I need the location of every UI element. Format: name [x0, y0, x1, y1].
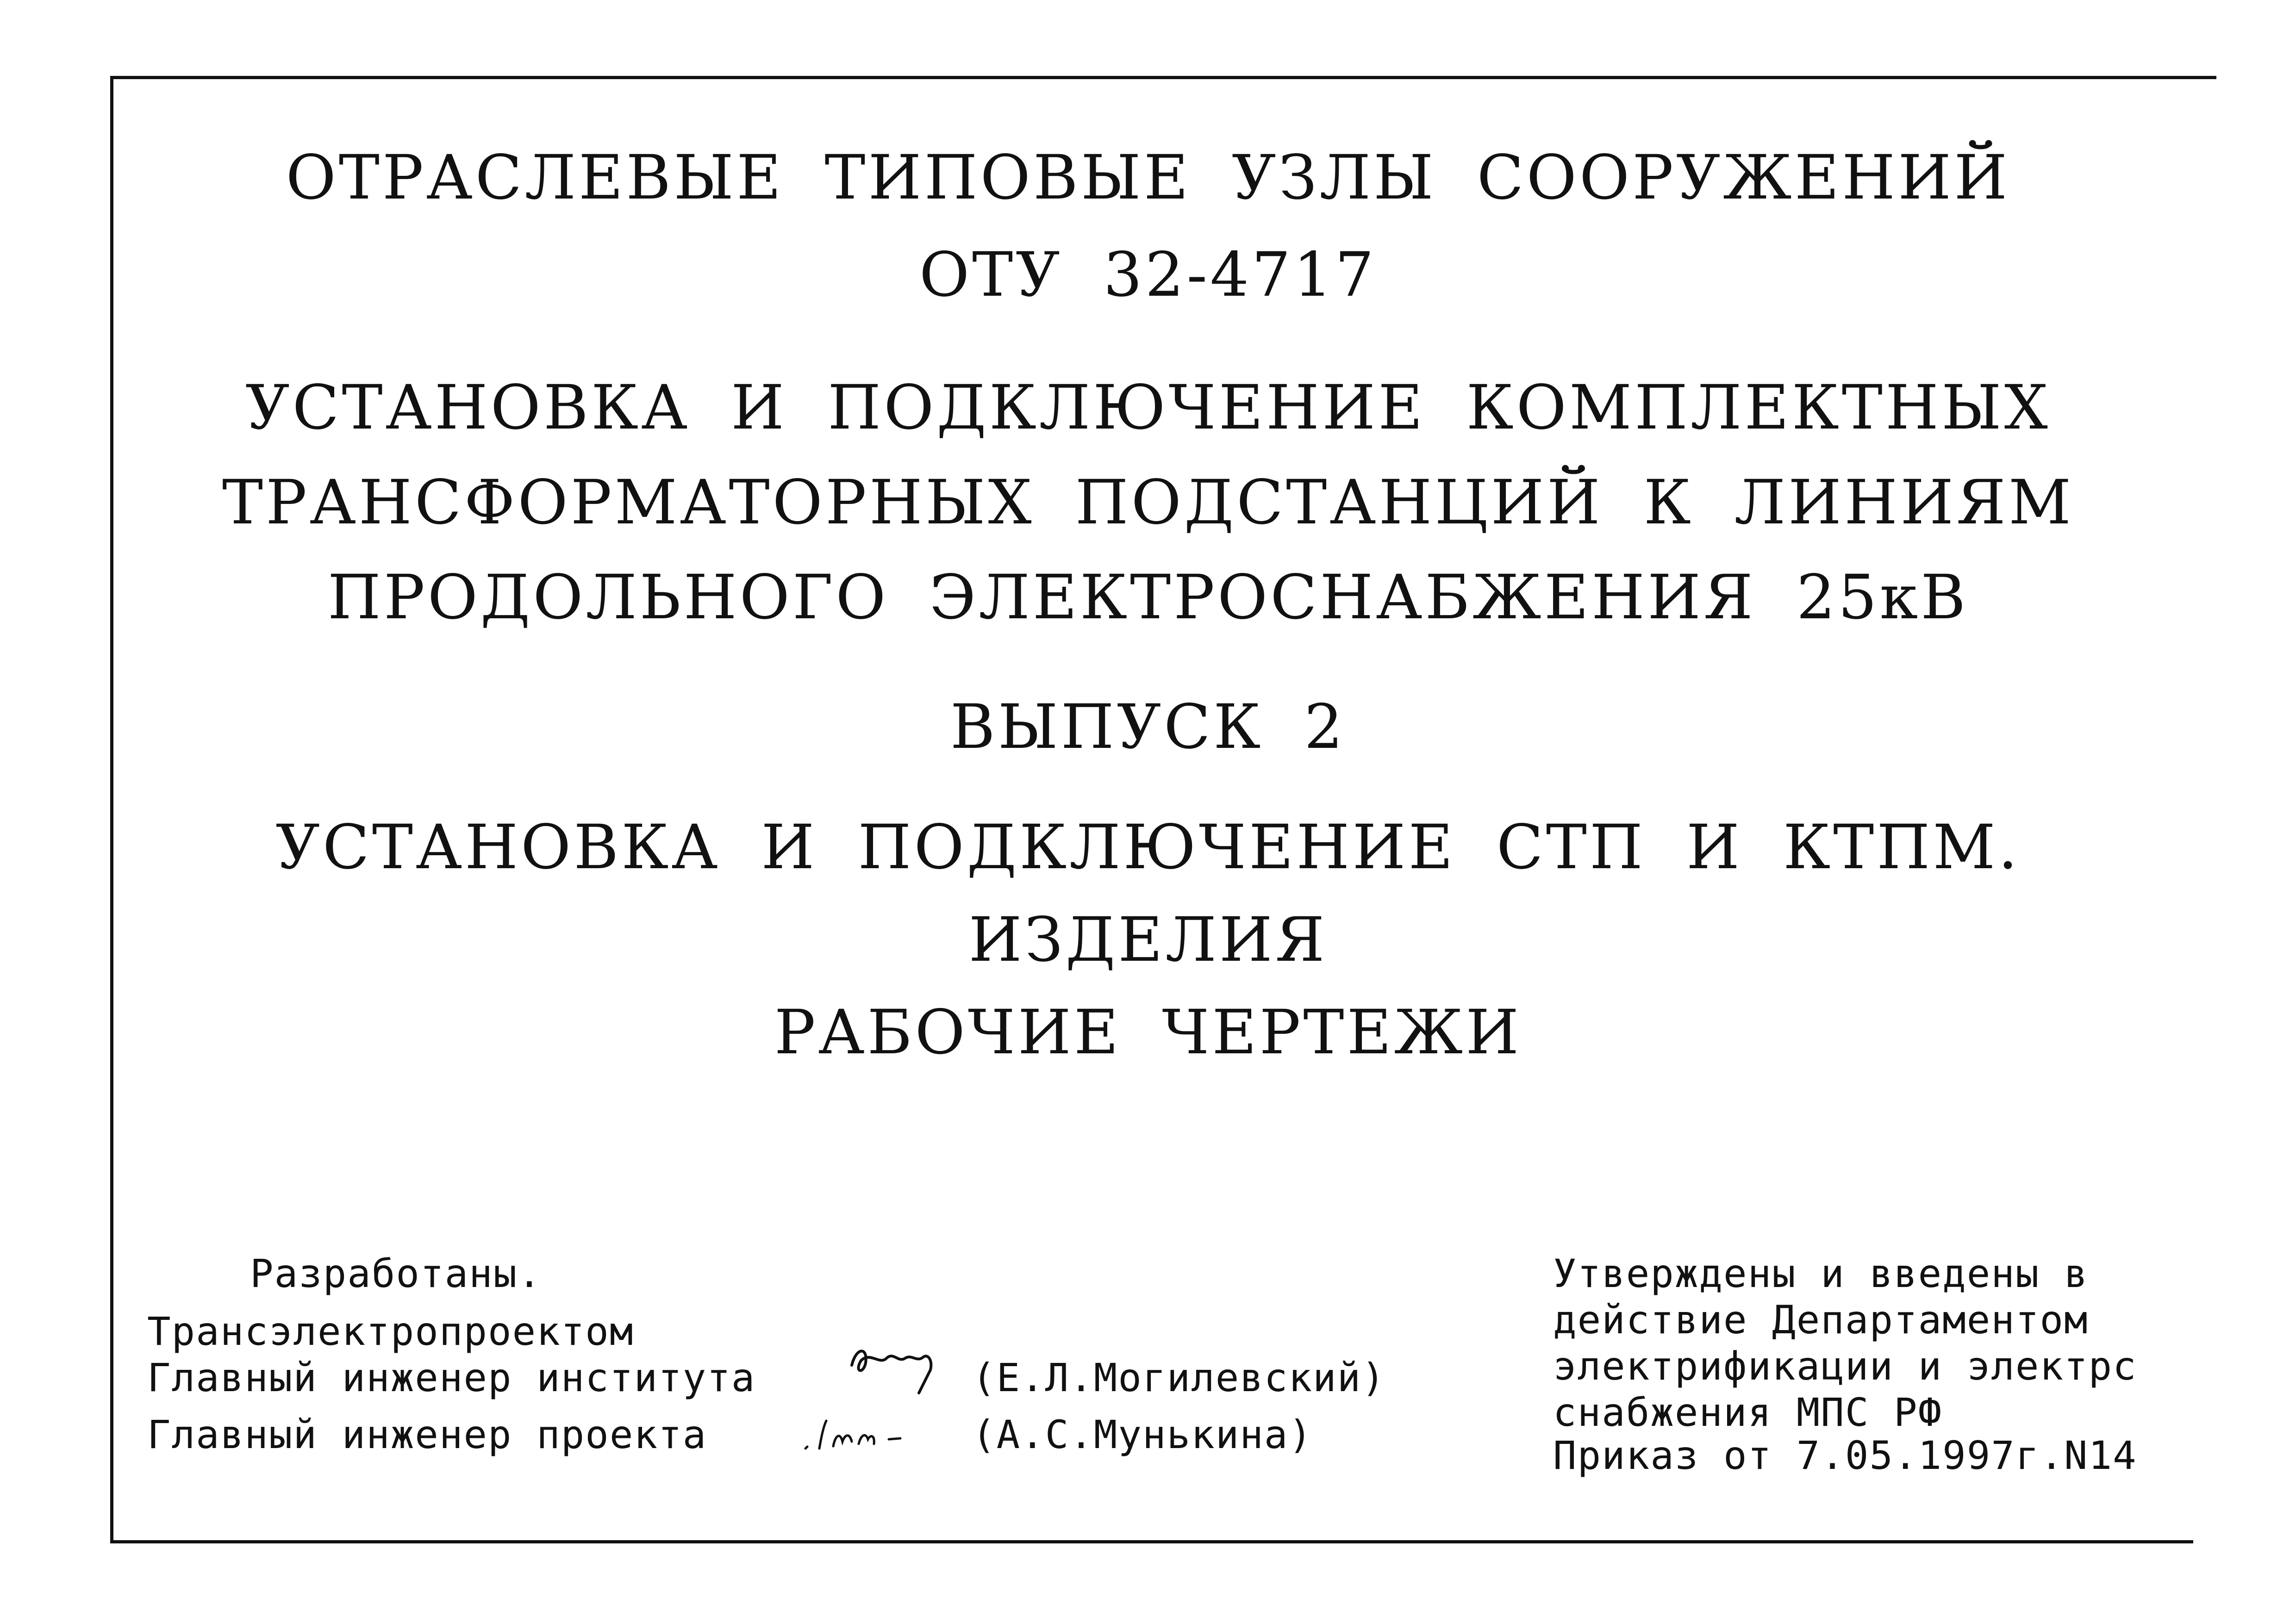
main-title-line-1: УСТАНОВКА И ПОДКЛЮЧЕНИЕ КОМПЛЕКТНЫХ	[245, 372, 2051, 443]
chief-institute-name: (Е.Л.Могилевский)	[972, 1355, 1386, 1400]
approved-line-2: действие Департаментом	[1553, 1297, 2089, 1343]
developed-heading: Разработаны.	[250, 1251, 542, 1296]
institute-signature	[842, 1337, 944, 1407]
frame-bottom-border	[110, 1540, 2193, 1543]
document-code: ОТУ 32-4717	[919, 239, 1377, 311]
subtitle-line-3: РАБОЧИЕ ЧЕРТЕЖИ	[774, 997, 1522, 1068]
approved-line-3: электрификации и электрс	[1553, 1343, 2137, 1389]
subtitle-line-2: ИЗДЕЛИЯ	[968, 904, 1328, 976]
subtitle-line-1: УСТАНОВКА И ПОДКЛЮЧЕНИЕ СТП И КТПМ.	[275, 812, 2021, 883]
approved-line-1: Утверждены и введены в	[1553, 1251, 2089, 1296]
issue-label: ВЫПУСК 2	[950, 691, 1346, 763]
main-title-line-3: ПРОДОЛЬНОГО ЭЛЕКТРОСНАБЖЕНИЯ 25кВ	[327, 562, 1969, 633]
project-signature	[801, 1407, 912, 1458]
series-title: ОТРАСЛЕВЫЕ ТИПОВЫЕ УЗЛЫ СООРУЖЕНИЙ	[286, 142, 2010, 213]
chief-project-role: Главный инженер проекта	[147, 1412, 707, 1457]
developed-organization: Трансэлектропроектом	[147, 1309, 634, 1354]
approved-line-4: снабжения МПС РФ	[1553, 1390, 1943, 1435]
chief-institute-role: Главный инженер института	[147, 1355, 756, 1400]
chief-project-name: (А.С.Мунькина)	[972, 1412, 1313, 1457]
approved-line-5: Приказ от 7.05.1997г.N14	[1553, 1433, 2137, 1478]
frame-top-border	[110, 76, 2216, 79]
main-title-line-2: ТРАНСФОРМАТОРНЫХ ПОДСТАНЦИЙ К ЛИНИЯМ	[222, 467, 2074, 538]
